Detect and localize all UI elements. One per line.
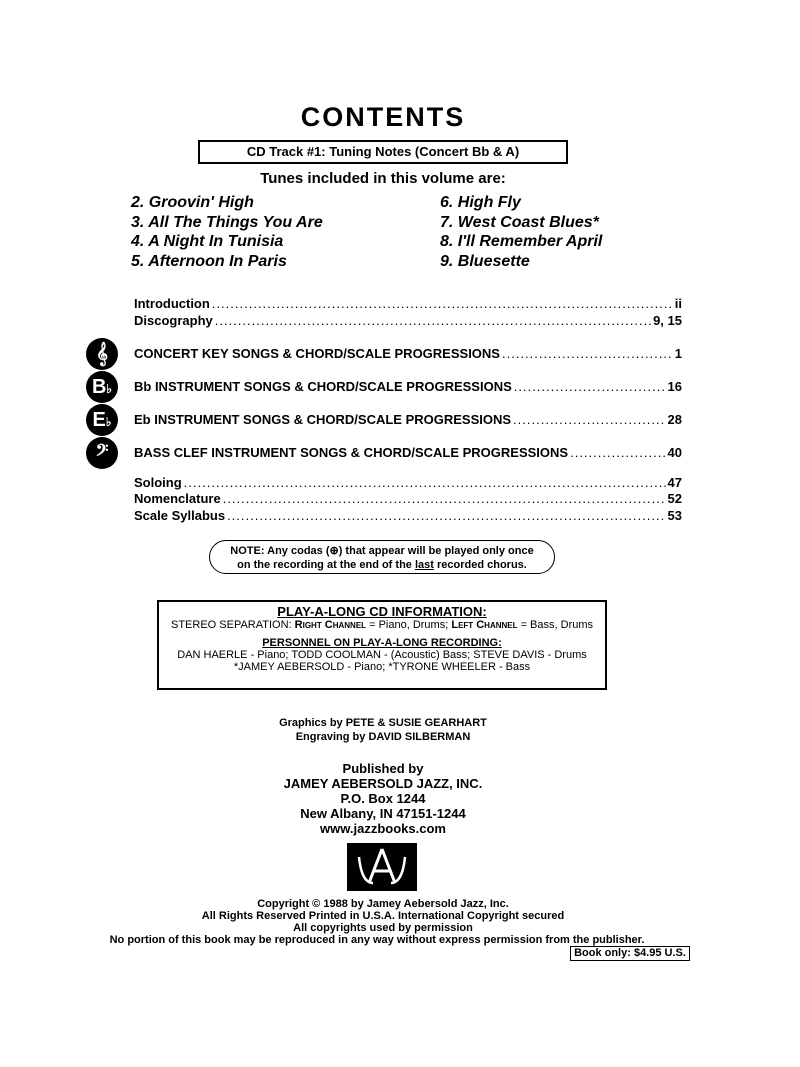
tunes-heading: Tunes included in this volume are: <box>260 170 506 187</box>
toc-entry-nomenclature <box>134 491 682 506</box>
cd-track-box: CD Track #1: Tuning Notes (Concert Bb & A) <box>198 140 568 164</box>
toc-label: Soloing <box>134 475 182 490</box>
publisher-line: Published by <box>342 761 424 776</box>
tune-item: 3. All The Things You Are <box>131 214 323 231</box>
toc-entry-concert-key <box>134 346 682 361</box>
toc-entry-scale-syllabus <box>134 508 682 523</box>
toc-label: Eb INSTRUMENT SONGS & CHORD/SCALE PROGRESSIONS <box>134 412 512 427</box>
toc-page: 47 <box>667 475 682 490</box>
toc-label: BASS CLEF INSTRUMENT SONGS & CHORD/SCALE PROGRESSIONS <box>134 445 569 460</box>
tune-item: 7. West Coast Blues* <box>440 214 599 231</box>
copyright-line: All copyrights used by permission <box>293 922 473 934</box>
credit-line: Engraving by DAVID SILBERMAN <box>295 731 471 743</box>
publisher-logo <box>347 843 417 891</box>
toc-page: ii <box>674 296 682 311</box>
personnel-line: *JAMEY AEBERSOLD - Piano; *TYRONE WHEELER - Bass <box>233 661 531 673</box>
price-box: Book only: $4.95 U.S. <box>570 946 690 961</box>
copyright-line: No portion of this book may be reproduced in any way without express permission from the publisher. <box>109 934 645 946</box>
toc-entry-bb-instrument <box>134 379 682 394</box>
copyright-line: Copyright © 1988 by Jamey Aebersold Jazz, Inc. <box>257 898 509 910</box>
personnel-line: DAN HAERLE - Piano; TODD COOLMAN - (Acoustic) Bass; STEVE DAVIS - Drums <box>177 649 587 661</box>
tune-item: 8. I'll Remember April <box>440 233 603 250</box>
toc-entry-discography <box>134 313 682 328</box>
toc-page: 1 <box>674 346 682 361</box>
toc-entry-eb-instrument <box>134 412 682 427</box>
treble-clef-icon: 𝄞 <box>86 338 118 370</box>
toc-page: 52 <box>667 491 682 506</box>
toc-page: 40 <box>667 445 682 460</box>
toc-label: Nomenclature <box>134 491 221 506</box>
page-title: CONTENTS <box>300 102 466 132</box>
publisher-line: New Albany, IN 47151-1244 <box>300 806 466 821</box>
tune-item: 6. High Fly <box>440 194 521 211</box>
toc-entry-soloing <box>134 475 682 490</box>
coda-note <box>209 540 555 574</box>
toc-label: Scale Syllabus <box>134 508 226 523</box>
toc-label: Bb INSTRUMENT SONGS & CHORD/SCALE PROGRESSIONS <box>134 379 512 394</box>
publisher-name: JAMEY AEBERSOLD JAZZ, INC. <box>283 776 483 791</box>
publisher-line: P.O. Box 1244 <box>340 791 426 806</box>
cd-info-box <box>157 600 607 690</box>
b-flat-icon: B♭ <box>86 371 118 403</box>
tune-item: 9. Bluesette <box>440 253 530 270</box>
toc-label: Discography <box>134 313 213 328</box>
publisher-url: www.jazzbooks.com <box>320 821 446 836</box>
toc-label: Introduction <box>134 296 210 311</box>
credit-line: Graphics by PETE & SUSIE GEARHART <box>279 717 487 729</box>
cd-info-heading: PLAY-A-LONG CD INFORMATION: <box>277 604 487 619</box>
toc-page: 16 <box>667 379 682 394</box>
bass-clef-icon: 𝄢 <box>86 437 118 469</box>
copyright-line: All Rights Reserved Printed in U.S.A. International Copyright secured <box>201 910 565 922</box>
toc-label: CONCERT KEY SONGS & CHORD/SCALE PROGRESSIONS <box>134 346 500 361</box>
toc-page: 53 <box>667 508 682 523</box>
toc-entry-introduction <box>134 296 682 311</box>
toc-page: 9, 15 <box>653 313 682 328</box>
tune-item: 5. Afternoon In Paris <box>131 253 287 270</box>
tune-item: 4. A Night In Tunisia <box>131 233 284 250</box>
toc-page: 28 <box>667 412 682 427</box>
stereo-separation: STEREO SEPARATION: Right Channel = Piano, Drums; Left Channel = Bass, Drums <box>170 619 594 631</box>
tune-item: 2. Groovin' High <box>131 194 254 211</box>
note-line: on the recording at the end of the last recorded chorus. <box>237 559 527 571</box>
personnel-heading: PERSONNEL ON PLAY-A-LONG RECORDING: <box>262 637 502 649</box>
note-line: NOTE: Any codas (⊕) that appear will be played only once <box>230 545 534 557</box>
toc-entry-bass-clef <box>134 445 682 460</box>
e-flat-icon: E♭ <box>86 404 118 436</box>
